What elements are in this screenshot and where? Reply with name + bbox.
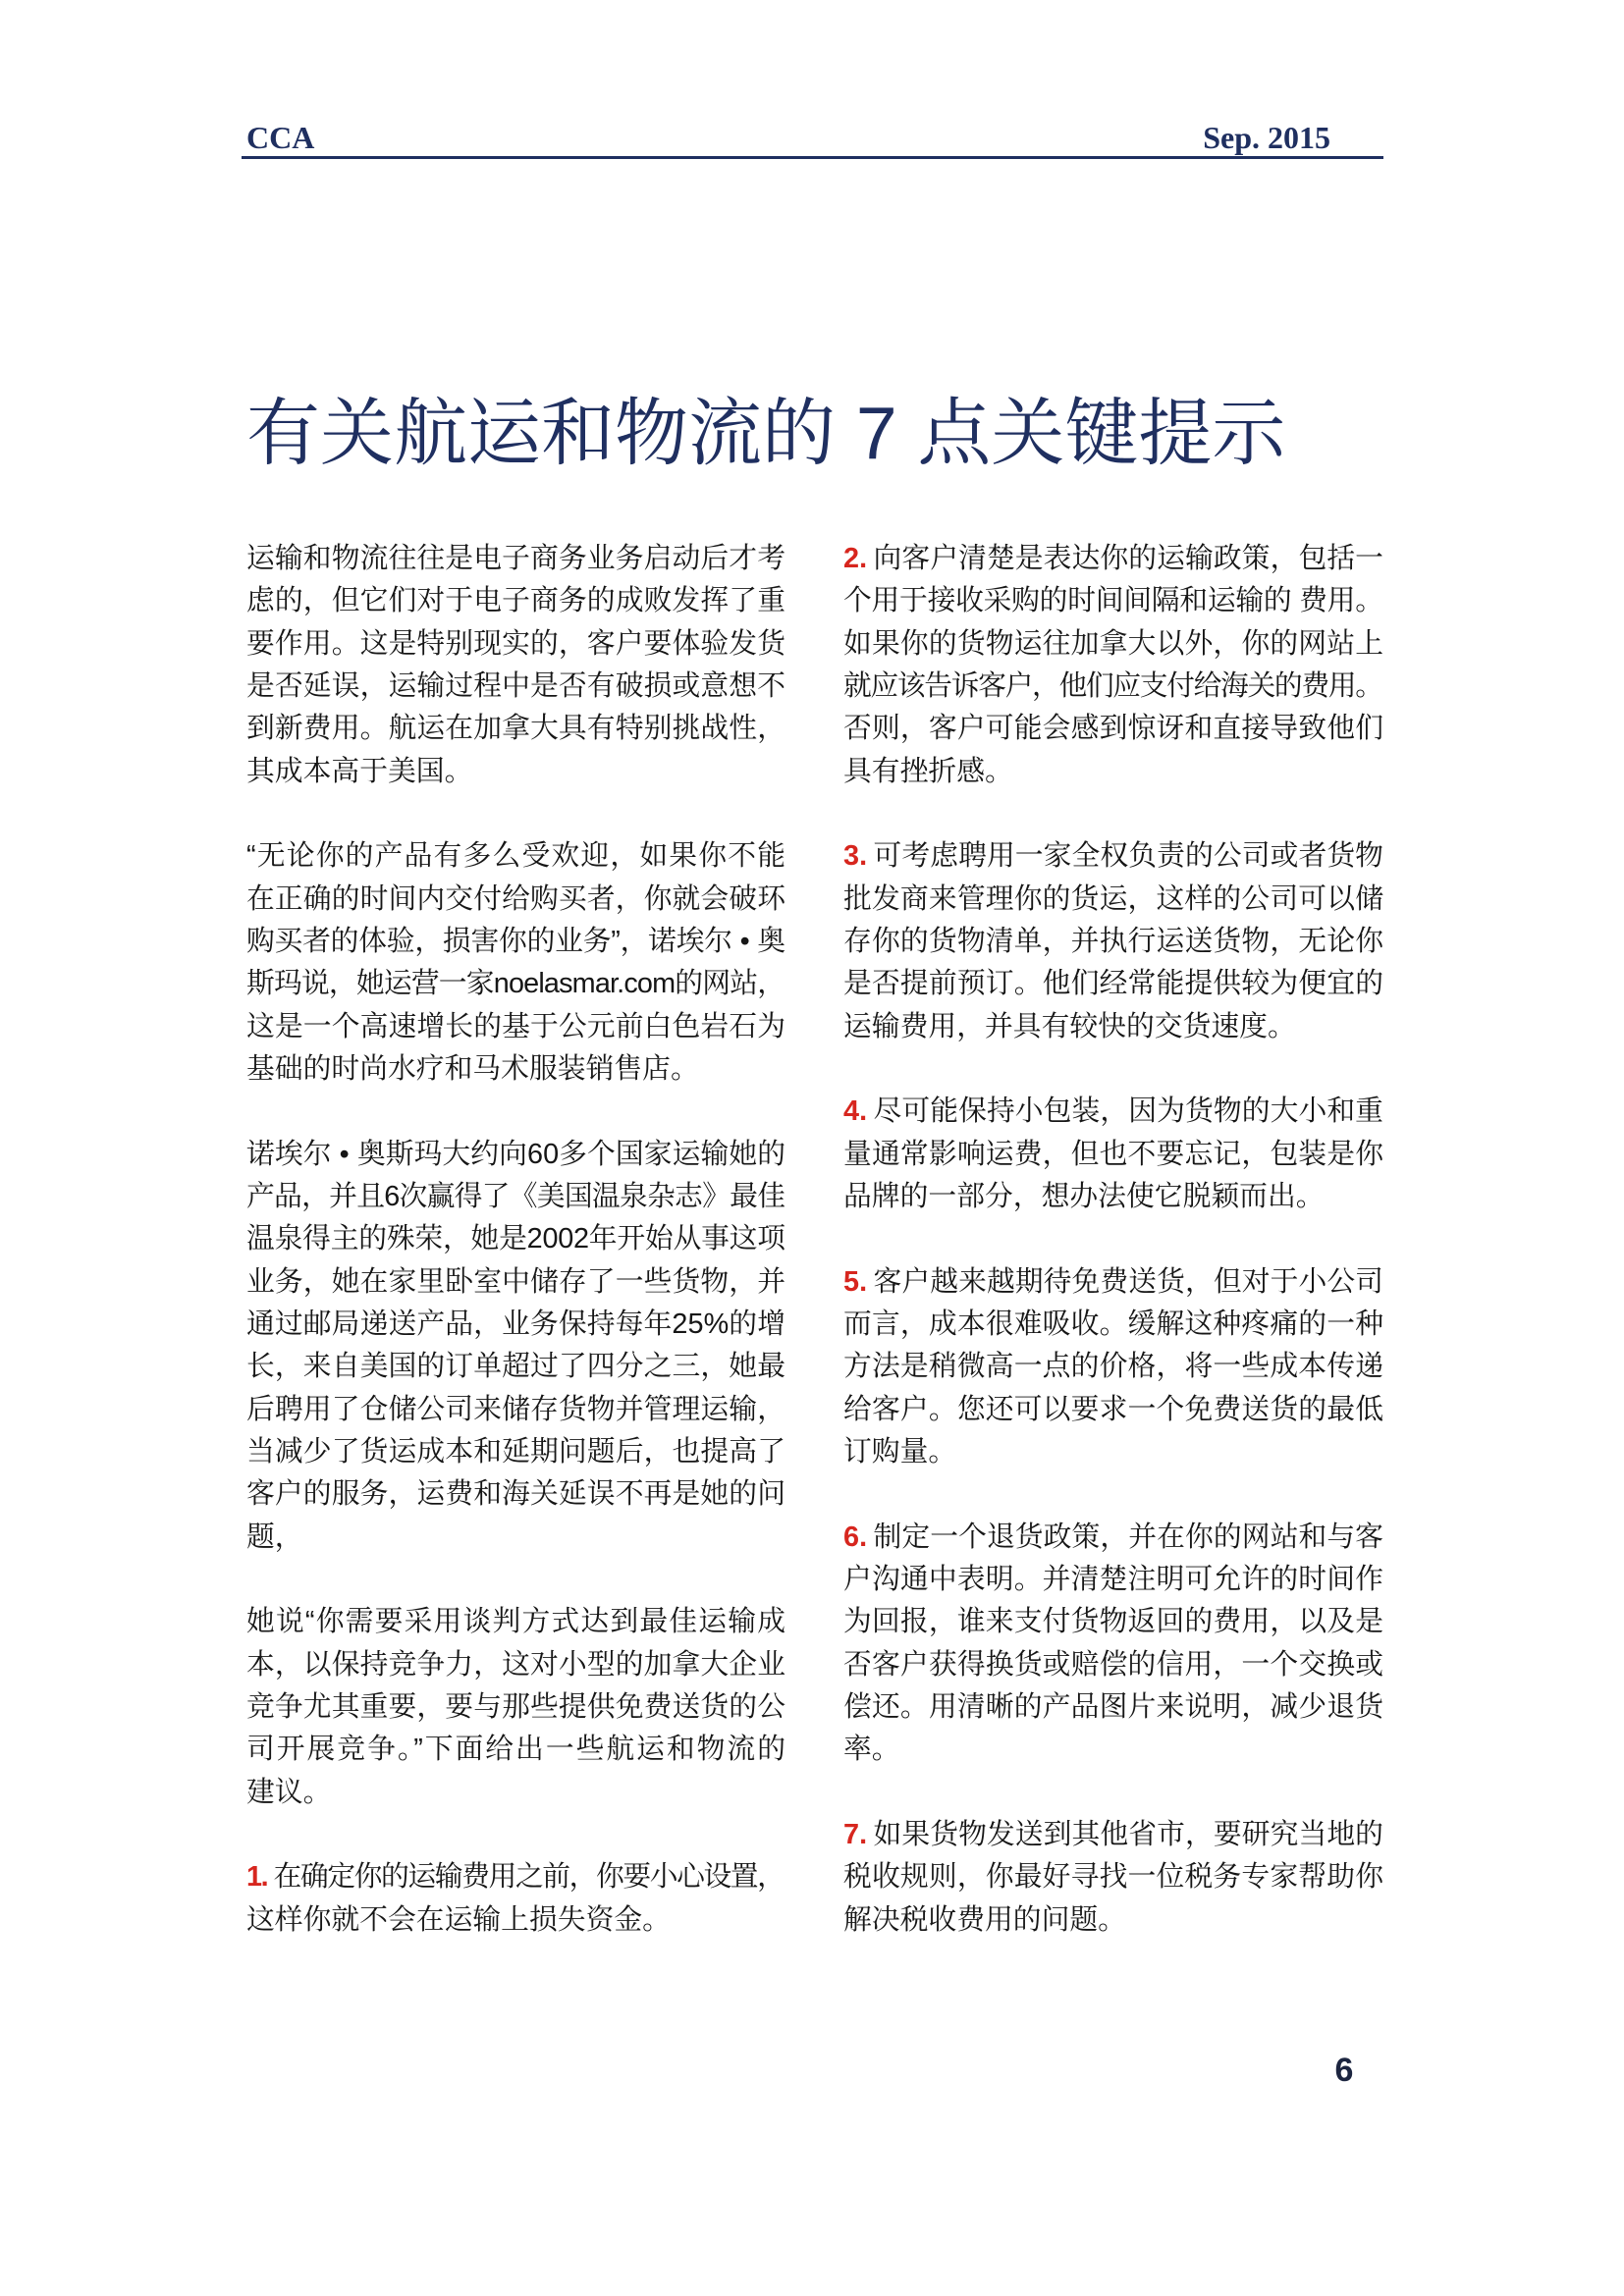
body-line: 温泉得主的殊荣，她是2002年开始从事这项	[246, 1223, 785, 1255]
body-line: 如果你的货物运往加拿大以外，你的网站上	[843, 627, 1384, 660]
paragraph	[246, 1601, 785, 1814]
body-line-text: 客户越来越期待免费送货，但对于小公司	[873, 1265, 1384, 1298]
body-line: 具有挫折感。	[843, 755, 1013, 787]
tip-number: 1.	[246, 1861, 268, 1894]
body-line: 产品，并且6次赢得了《美国温泉杂志》最佳	[246, 1180, 785, 1212]
body-line: 其成本高于美国。	[246, 755, 473, 787]
body-line: 在正确的时间内交付给购买者，你就会破环	[246, 882, 786, 915]
tip-item	[843, 538, 1383, 793]
body-line: 批发商来管理你的货运，这样的公司可以储	[843, 882, 1384, 915]
body-line: 业务，她在家里卧室中储存了一些货物，并	[246, 1265, 786, 1298]
body-line-text: 如果货物发送到其他省市，要研究当地的	[873, 1818, 1384, 1850]
tip-number: 2.	[843, 543, 868, 574]
body-line	[843, 1517, 1383, 1559]
tip-number: 7.	[843, 1818, 868, 1850]
body-line: 购买者的体验，损害你的业务”，诺埃尔 • 奥	[246, 925, 785, 957]
body-line: 是否延误，运输过程中是否有破损或意想不	[246, 669, 786, 702]
body-line	[843, 1261, 1383, 1304]
tip-item	[246, 1856, 785, 1942]
tip-item	[843, 1517, 1383, 1772]
body-line: 本，以保持竞争力，这对小型的加拿大企业	[246, 1648, 786, 1681]
body-line: 题，	[246, 1521, 303, 1553]
body-line-text: 可考虑聘用一家全权负责的公司或者货物	[873, 840, 1384, 873]
tip-number: 4.	[843, 1095, 868, 1128]
body-line: 当减少了货运成本和延期问题后，也提高了	[246, 1435, 786, 1468]
tip-number: 6.	[843, 1521, 868, 1553]
header-publisher: CCA	[246, 120, 315, 155]
body-line: 这样你就不会在运输上损失资金。	[246, 1903, 671, 1936]
right-column	[843, 538, 1383, 1984]
body-line: 个用于接收采购的时间间隔和运输的 费用。	[843, 585, 1383, 617]
paragraph	[246, 835, 785, 1091]
body-line: “无论你的产品有多么受欢迎，如果你不能	[246, 840, 787, 873]
tip-item	[843, 1814, 1383, 1942]
body-line	[246, 1856, 785, 1898]
body-line: 要作用。这是特别现实的，客户要体验发货	[246, 627, 786, 660]
body-line: 虑的，但它们对于电子商务的成败发挥了重	[246, 585, 786, 617]
body-line: 否则，客户可能会感到惊讶和直接导致他们	[843, 713, 1384, 745]
body-line: 就应该告诉客户，他们应支付给海关的费用。	[843, 669, 1382, 702]
body-line: 建议。	[246, 1776, 332, 1808]
body-line: 订购量。	[843, 1435, 957, 1468]
body-line: 到新费用。航运在加拿大具有特别挑战性，	[246, 713, 786, 745]
body-line: 通过邮局递送产品，业务保持每年25%的增	[246, 1308, 786, 1340]
body-line: 否客户获得换货或赔偿的信用，一个交换或	[843, 1648, 1384, 1681]
body-line: 后聘用了仓储公司来储存货物并管理运输，	[246, 1393, 786, 1425]
body-line: 量通常影响运费，但也不要忘记，包装是你	[843, 1138, 1384, 1170]
body-line	[843, 1091, 1383, 1133]
body-line-text: 制定一个退货政策，并在你的网站和与客	[873, 1521, 1384, 1553]
body-line: 为回报，谁来支付货物返回的费用，以及是	[843, 1606, 1384, 1638]
body-line: 司开展竞争。”下面给出一些航运和物流的	[246, 1734, 787, 1766]
body-line: 而言，成本很难吸收。缓解这种疼痛的一种	[843, 1308, 1384, 1340]
body-line-text: 在确定你的运输费用之前，你要小心设置，	[273, 1861, 785, 1894]
body-line: 竞争尤其重要，要与那些提供免费送货的公	[246, 1690, 786, 1723]
tip-item	[843, 1091, 1383, 1218]
body-line: 斯玛说，她运营一家noelasmar.com的网站，	[246, 968, 785, 1000]
left-column	[246, 538, 785, 1984]
body-line: 户沟通中表明。并清楚注明可允许的时间作	[843, 1563, 1384, 1595]
body-line: 运输和物流往往是电子商务业务启动后才考	[246, 543, 786, 574]
body-line: 运输费用，并具有较快的交货速度。	[843, 1010, 1296, 1042]
body-line-text: 尽可能保持小包装，因为货物的大小和重	[873, 1095, 1384, 1128]
body-line	[843, 835, 1383, 878]
body-line: 解决税收费用的问题。	[843, 1903, 1126, 1936]
tip-number: 5.	[843, 1265, 868, 1298]
page-number: 6	[1334, 2052, 1354, 2089]
body-line: 诺埃尔 • 奥斯玛大约向60多个国家运输她的	[246, 1138, 786, 1170]
body-line: 这是一个高速增长的基于公元前白色岩石为	[246, 1010, 786, 1042]
body-line: 给客户。您还可以要求一个免费送货的最低	[843, 1393, 1384, 1425]
tip-number: 3.	[843, 840, 868, 873]
tip-item	[843, 835, 1383, 1048]
header-date: Sep. 2015	[1203, 120, 1330, 155]
body-line	[843, 1814, 1383, 1856]
body-line	[843, 538, 1383, 580]
body-line: 品牌的一部分，想办法使它脱颖而出。	[843, 1180, 1325, 1212]
body-line: 存你的货物清单，并执行运送货物，无论你	[843, 925, 1384, 957]
body-line: 基础的时尚水疗和马术服装销售店。	[246, 1052, 699, 1085]
tip-item	[843, 1261, 1383, 1474]
article-title: 有关航运和物流的 7 点关键提示	[246, 392, 1286, 474]
paragraph	[246, 538, 785, 793]
body-line: 率。	[843, 1734, 900, 1766]
body-line-text: 向客户清楚是表达你的运输政策，包括一	[873, 543, 1384, 574]
paragraph	[246, 1134, 785, 1559]
body-line: 税收规则，你最好寻找一位税务专家帮助你	[843, 1861, 1384, 1894]
body-line: 偿还。用清晰的产品图片来说明，减少退货	[843, 1690, 1384, 1723]
body-line: 是否提前预订。他们经常能提供较为便宜的	[843, 968, 1384, 1000]
body-line: 方法是稍微高一点的价格，将一些成本传递	[843, 1351, 1384, 1383]
body-line: 客户的服务，运费和海关延误不再是她的问	[246, 1478, 786, 1511]
header-rule	[242, 156, 1383, 159]
body-line: 长，来自美国的订单超过了四分之三，她最	[246, 1351, 786, 1383]
body-line: 她说“你需要采用谈判方式达到最佳运输成	[246, 1606, 787, 1638]
